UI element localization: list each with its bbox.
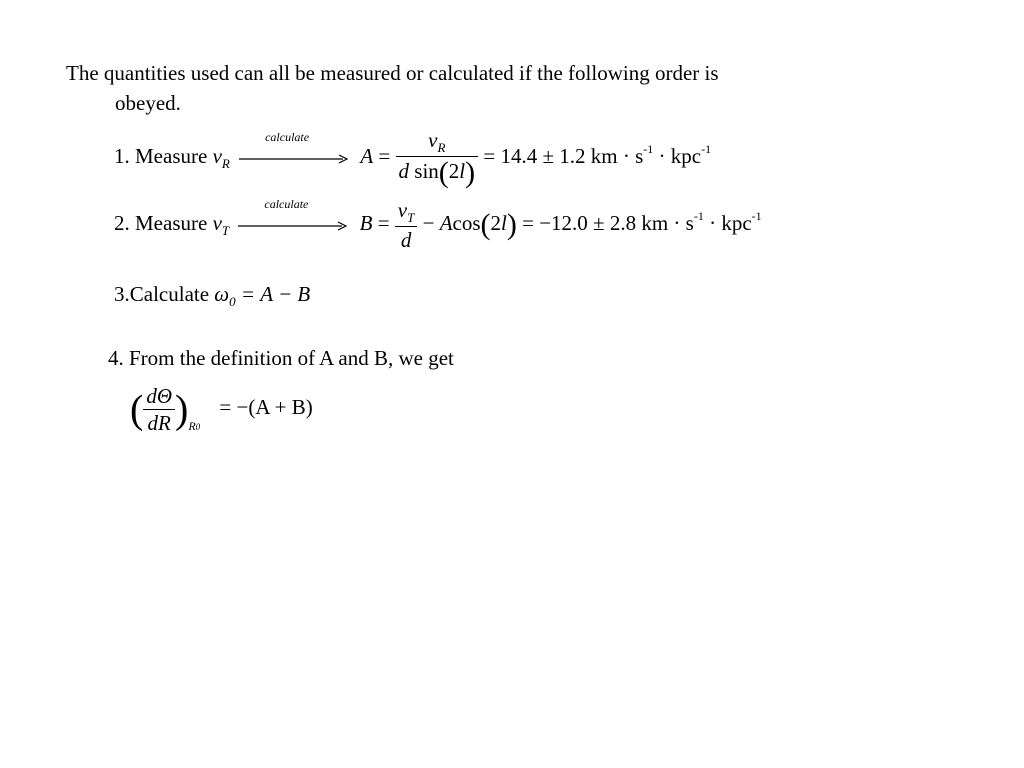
step-2-fraction-numerator: $v_T$ bbox=[397, 198, 415, 225]
right-paren: ) bbox=[175, 386, 189, 432]
step-1-number: 1. bbox=[114, 143, 130, 168]
fraction-bar bbox=[395, 226, 418, 227]
step-2-result: = −12.0 ± 2.8 km · $s^{-1} \cdot kpc^{-1}$ bbox=[522, 208, 762, 235]
step-2-calculate-arrow bbox=[238, 197, 350, 235]
step-3-equation bbox=[114, 282, 310, 307]
step-1-fraction-numerator: $v_R$ bbox=[428, 128, 446, 155]
step-2-variable: $v_T$ bbox=[212, 210, 230, 238]
step-1-arrow-label: calculate bbox=[265, 130, 310, 144]
step-2-arrow-label: calculate bbox=[264, 197, 309, 211]
step-2-verb: Measure bbox=[135, 210, 208, 235]
left-paren: ( bbox=[130, 386, 144, 432]
step-4-equation bbox=[130, 384, 313, 435]
step-1-fraction-denominator: d sin(2l) bbox=[398, 156, 476, 189]
step-1-fraction bbox=[396, 128, 479, 188]
fraction-bar bbox=[143, 409, 175, 410]
right-arrow-icon bbox=[238, 221, 350, 231]
step-2-term-variable: A bbox=[439, 210, 453, 235]
step-4-derivative-numerator: dΘ bbox=[146, 384, 172, 408]
step-1-calculate-arrow bbox=[239, 130, 351, 168]
intro-line-1: The quantities used can all be measured or calculated if the following order is bbox=[66, 61, 719, 85]
step-1-equals: = bbox=[378, 143, 391, 168]
step-1-lhs: A bbox=[360, 143, 374, 168]
step-2-fraction-denominator: d bbox=[400, 228, 412, 252]
step-2-equals: = bbox=[377, 210, 390, 235]
step-1-result: = 14.4 ± 1.2 km · $s^{-1} \cdot kpc^{-1}$ bbox=[483, 141, 712, 168]
step-2-lhs: B bbox=[359, 210, 373, 235]
right-arrow-icon bbox=[239, 154, 351, 164]
step-3-number: 3. bbox=[114, 282, 130, 306]
step-1-equation bbox=[114, 128, 711, 188]
step-2-equation bbox=[114, 198, 762, 252]
step-2-term-function: cos(2l) bbox=[452, 208, 517, 241]
intro-paragraph bbox=[66, 58, 896, 118]
step-4-rhs: = −(A + B) bbox=[219, 395, 313, 420]
step-4-text: 4. From the definition of A and B, we get bbox=[108, 346, 454, 370]
step-3-verb: Calculate bbox=[129, 282, 210, 306]
step-3-omega: $\omega_0$ bbox=[214, 282, 236, 309]
step-2-fraction bbox=[395, 198, 418, 252]
step-3-rest: = A − B bbox=[235, 282, 311, 306]
step-4-derivative-denominator: dR bbox=[147, 411, 171, 435]
step-2-number: 2. bbox=[114, 210, 130, 235]
step-4-eval-subscript: R0 bbox=[188, 419, 201, 434]
intro-line-2: obeyed. bbox=[115, 91, 181, 115]
step-1-variable: $v_R$ bbox=[212, 143, 230, 171]
step-2-minus: − bbox=[422, 210, 435, 235]
step-4-derivative bbox=[143, 384, 175, 435]
step-1-verb: Measure bbox=[135, 143, 208, 168]
